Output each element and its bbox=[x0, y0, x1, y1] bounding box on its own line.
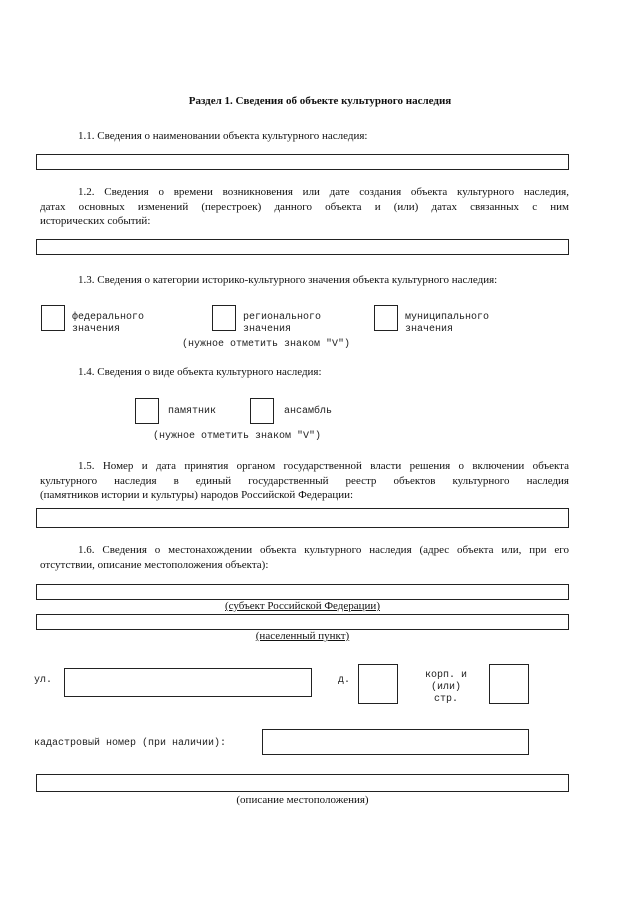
section-1-5-line-3: (памятников истории и культуры) народов Российской Федерации: bbox=[40, 489, 354, 501]
date-field[interactable] bbox=[36, 239, 569, 255]
federal-label-line-1: федерального bbox=[72, 312, 145, 323]
building-label bbox=[416, 670, 476, 706]
municipal-label-line-2: значения bbox=[405, 324, 454, 335]
cadastral-label: кадастровый номер (при наличии): bbox=[34, 738, 227, 749]
section-1-6-line-1: 1.6. Сведения о местонахождении объекта культурного наследия (адрес объекта или, при его bbox=[78, 544, 569, 556]
regional-label bbox=[243, 312, 321, 336]
section-1-2-line-1: 1.2. Сведения о времени возникновения или дате создания объекта культурного наследия, bbox=[78, 186, 569, 198]
cadastral-field[interactable] bbox=[262, 729, 529, 755]
regional-label-line-2: значения bbox=[243, 324, 292, 335]
locality-caption: (населенный пункт) bbox=[255, 630, 350, 642]
section-1-1-label: 1.1. Сведения о наименовании объекта культурного наследия: bbox=[78, 130, 368, 142]
building-label-line-2: (или) bbox=[430, 682, 461, 693]
building-label-line-1: корп. и bbox=[424, 670, 467, 681]
subject-field[interactable] bbox=[36, 584, 569, 600]
category-note: (нужное отметить знаком "V") bbox=[182, 339, 351, 350]
location-caption: (описание местоположения) bbox=[236, 794, 369, 806]
type-note: (нужное отметить знаком "V") bbox=[153, 431, 322, 442]
regional-checkbox[interactable] bbox=[212, 305, 236, 331]
house-field[interactable] bbox=[358, 664, 398, 704]
municipal-label-line-1: муниципального bbox=[405, 312, 490, 323]
section-1-3-label: 1.3. Сведения о категории историко-культурного значения объекта культурного наследия: bbox=[78, 274, 498, 286]
section-1-2-text bbox=[40, 185, 569, 229]
registry-field[interactable] bbox=[36, 508, 569, 528]
ensemble-checkbox[interactable] bbox=[250, 398, 274, 424]
section-1-4-label: 1.4. Сведения о виде объекта культурного наследия: bbox=[78, 366, 322, 378]
building-field[interactable] bbox=[489, 664, 529, 704]
location-description-field[interactable] bbox=[36, 774, 569, 792]
regional-label-line-1: регионального bbox=[243, 312, 322, 323]
section-1-5-line-2: культурного наследия в единый государственный реестр объектов культурного наследия bbox=[40, 474, 569, 487]
subject-caption: (субъект Российской Федерации) bbox=[225, 600, 380, 612]
section-1-2-line-3: исторических событий: bbox=[40, 215, 151, 227]
name-field[interactable] bbox=[36, 154, 569, 170]
street-field[interactable] bbox=[64, 668, 312, 697]
ensemble-label: ансамбль bbox=[284, 406, 333, 417]
section-title: Раздел 1. Сведения об объекте культурного наследия bbox=[188, 95, 452, 107]
section-1-2-line-2: датах основных изменений (перестроек) данного объекта и (или) датах связанных с ним bbox=[40, 200, 569, 213]
federal-label bbox=[72, 312, 144, 336]
building-label-line-3: стр. bbox=[433, 694, 458, 705]
house-label: д. bbox=[338, 675, 351, 686]
monument-checkbox[interactable] bbox=[135, 398, 159, 424]
section-1-6-line-2: отсутствии, описание местоположения объекта): bbox=[40, 558, 269, 571]
municipal-label bbox=[405, 312, 489, 336]
monument-label: памятник bbox=[168, 406, 217, 417]
section-1-6-text bbox=[40, 543, 569, 572]
section-1-5-line-1: 1.5. Номер и дата принятия органом государственной власти решения о включении объекта bbox=[78, 460, 569, 472]
federal-label-line-2: значения bbox=[72, 324, 121, 335]
locality-field[interactable] bbox=[36, 614, 569, 630]
federal-checkbox[interactable] bbox=[41, 305, 65, 331]
section-1-5-text bbox=[40, 459, 569, 503]
municipal-checkbox[interactable] bbox=[374, 305, 398, 331]
street-label: ул. bbox=[34, 675, 53, 686]
